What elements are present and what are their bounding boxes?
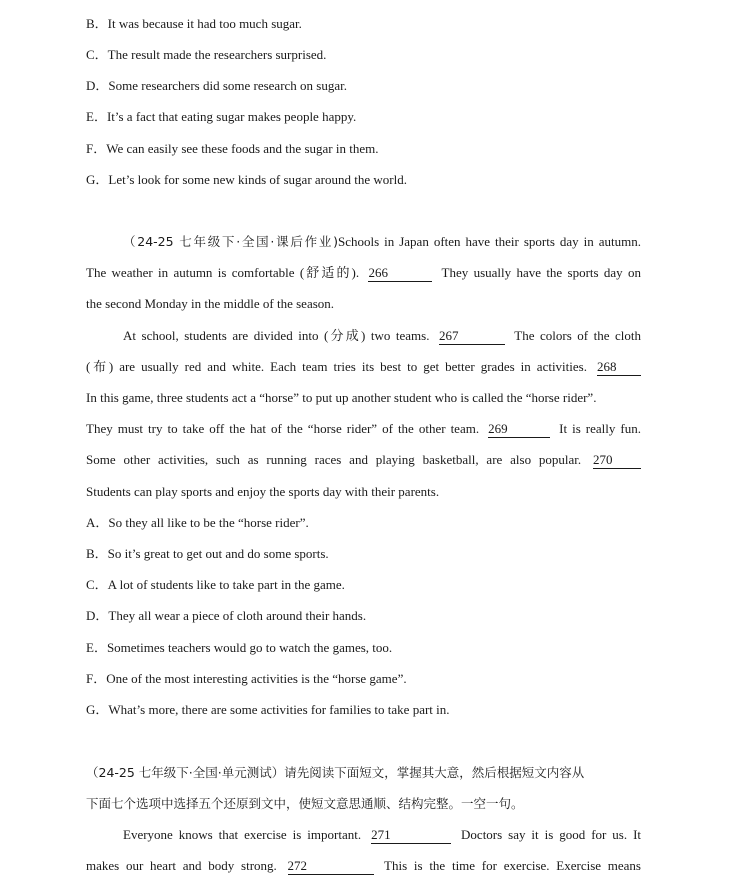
- passage-text: Schools in Japan often have their sports day in autumn.: [337, 234, 642, 249]
- passage-text: Some other activities, such as running races and playing basketball, are also popular.: [86, 452, 582, 467]
- passage-text: At school, students are divided into (分成) two teams.: [123, 328, 430, 343]
- blank-269[interactable]: 269: [488, 421, 550, 438]
- option-c: C．The result made the researchers surprised.: [86, 47, 327, 62]
- option-e: E．It’s a fact that eating sugar makes people happy.: [86, 109, 357, 124]
- passage-text: It is really fun.: [559, 421, 642, 436]
- passage-text: The weather in autumn is comfortable (舒适的).: [86, 265, 360, 280]
- blank-271[interactable]: 271: [371, 827, 451, 844]
- passage-line: [86, 263, 641, 283]
- passage-line: In this game, three students act a “horse” to put up another student who is called the “horse rider”.: [86, 390, 597, 405]
- passage-line: [86, 357, 641, 377]
- option-a: A．So they all like to be the “horse rider”.: [86, 515, 309, 530]
- blank-272[interactable]: 272: [288, 858, 374, 875]
- passage-line: [123, 825, 641, 845]
- passage-line: [123, 326, 641, 346]
- passage-line: Students can play sports and enjoy the sports day with their parents.: [86, 484, 440, 499]
- option-f: F．One of the most interesting activities is the “horse game”.: [86, 671, 407, 686]
- passage-line: the second Monday in the middle of the season.: [86, 296, 335, 311]
- instruction-line: 下面七个选项中选择五个还原到文中，使短文意思通顺、结构完整。一空一句。: [86, 796, 524, 811]
- passage-line: [86, 856, 641, 876]
- option-b: B．So it’s great to get out and do some sports.: [86, 546, 329, 561]
- option-d: D．They all wear a piece of cloth around their hands.: [86, 608, 367, 623]
- passage-text: The colors of the cloth: [514, 328, 642, 343]
- passage-text: makes our heart and body strong.: [86, 858, 277, 873]
- passage-text: They must try to take off the hat of the “horse rider” of the other team.: [86, 421, 480, 436]
- blank-270[interactable]: 270: [593, 452, 641, 469]
- passage-line: [86, 450, 641, 470]
- blank-267[interactable]: 267: [439, 328, 505, 345]
- option-g: G．What’s more, there are some activities for families to take part in.: [86, 702, 450, 717]
- option-b: B．It was because it had too much sugar.: [86, 16, 302, 31]
- passage-line: [123, 232, 641, 252]
- passage-text: Doctors say it is good for us. It: [461, 827, 642, 842]
- instruction-line: （24-25 七年级下·全国·单元测试）请先阅读下面短文，掌握其大意，然后根据短文内容从: [86, 765, 585, 780]
- option-g: G．Let’s look for some new kinds of sugar around the world.: [86, 172, 407, 187]
- blank-268[interactable]: 268: [597, 359, 641, 376]
- blank-266[interactable]: 266: [368, 265, 432, 282]
- passage-text: This is the time for exercise. Exercise means: [384, 858, 641, 873]
- source-tag: （24-25 七年级下·全国·课后作业): [123, 234, 338, 249]
- option-f: F．We can easily see these foods and the sugar in them.: [86, 141, 379, 156]
- option-e: E．Sometimes teachers would go to watch the games, too.: [86, 640, 393, 655]
- passage-text: (布) are usually red and white. Each team tries its best to get better grades in activities.: [86, 359, 587, 374]
- passage-text: Everyone knows that exercise is important.: [123, 827, 362, 842]
- passage-line: [86, 419, 641, 439]
- passage-text: They usually have the sports day on: [441, 265, 642, 280]
- option-c: C．A lot of students like to take part in the game.: [86, 577, 345, 592]
- option-d: D．Some researchers did some research on sugar.: [86, 78, 347, 93]
